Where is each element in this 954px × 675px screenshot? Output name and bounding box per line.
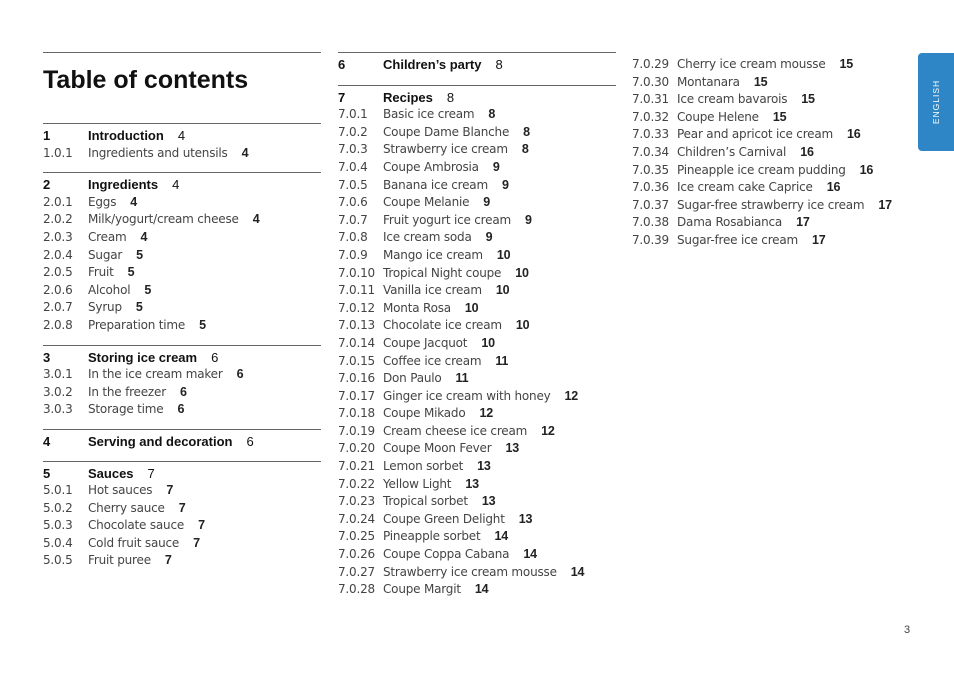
toc-entry[interactable]: [338, 282, 616, 300]
section-title: Serving and decoration: [88, 433, 233, 449]
entry-number: 2.0.5: [43, 265, 73, 280]
entry-label: Strawberry ice cream: [383, 142, 508, 157]
toc-section: [43, 345, 321, 419]
section-title: Introduction: [88, 128, 164, 143]
page-ref: 5: [144, 282, 152, 297]
entry-label: Eggs: [88, 194, 117, 209]
entry-number: 7.0.38: [632, 215, 669, 230]
toc-entry[interactable]: [632, 56, 902, 74]
entry-number: 7.0.26: [338, 547, 375, 562]
entry-number: 7.0.21: [338, 459, 375, 474]
page-ref: 8: [488, 107, 496, 122]
page-ref: 7: [164, 553, 172, 568]
toc-entry[interactable]: [632, 91, 902, 109]
entry-label: Coupe Jacquot: [383, 335, 468, 350]
section-number: 7: [338, 89, 346, 105]
toc-entry[interactable]: [338, 141, 616, 159]
toc-entry[interactable]: [338, 528, 616, 546]
section-heading[interactable]: [43, 433, 321, 451]
page-ref: 6: [236, 367, 244, 382]
toc-entry[interactable]: [338, 423, 616, 441]
page-ref: 10: [496, 247, 511, 262]
entry-number: 7.0.32: [632, 109, 669, 124]
toc-entry[interactable]: [338, 440, 616, 458]
page-ref: 13: [465, 476, 479, 491]
toc-entry[interactable]: [338, 405, 616, 423]
entry-label: Ingredients and utensils: [88, 145, 228, 160]
toc-section: [338, 85, 616, 599]
toc-entry[interactable]: [43, 247, 321, 265]
page-ref: 7: [193, 535, 200, 550]
toc-entry[interactable]: [632, 197, 902, 215]
toc-entry[interactable]: [43, 401, 321, 419]
toc-column-2: [338, 52, 616, 599]
page-ref: 5: [199, 317, 206, 332]
entry-number: 7.0.22: [338, 476, 375, 491]
page-ref: 15: [753, 74, 768, 89]
toc-entry[interactable]: [43, 317, 321, 335]
language-tab-label: ENGLISH: [931, 79, 941, 125]
entry-label: Cream: [88, 229, 127, 244]
entry-number: 2.0.2: [43, 212, 73, 227]
toc-entry[interactable]: [43, 384, 321, 402]
page-ref: 15: [772, 109, 787, 124]
entry-number: 2.0.1: [43, 194, 73, 209]
entry-number: 7.0.17: [338, 388, 375, 403]
entry-number: 7.0.29: [632, 57, 669, 71]
entry-label: Basic ice cream: [383, 107, 475, 122]
entry-label: In the freezer: [88, 384, 166, 399]
section-number: 1: [43, 128, 51, 143]
page-ref: 4: [130, 194, 138, 209]
entry-number: 3.0.2: [43, 384, 73, 399]
page-ref: 7: [147, 465, 155, 481]
page-ref: 7: [166, 483, 174, 498]
page-number: 3: [904, 624, 911, 636]
toc-section: [43, 123, 321, 162]
entry-label: In the ice cream maker: [88, 367, 223, 382]
toc-entry[interactable]: [43, 145, 321, 163]
toc-entry[interactable]: [43, 366, 321, 384]
entry-label: Coupe Ambrosia: [383, 159, 479, 174]
section-title: Ingredients: [88, 177, 159, 193]
toc-entry[interactable]: [632, 162, 902, 180]
toc-entry[interactable]: [632, 109, 902, 127]
toc-entry[interactable]: [632, 126, 902, 144]
page-ref: 13: [518, 511, 533, 526]
entry-number: 7.0.10: [338, 265, 375, 280]
entry-label: Alcohol: [88, 282, 131, 297]
entry-number: 2.0.4: [43, 247, 73, 262]
toc-entry[interactable]: [43, 229, 321, 247]
page-ref: 9: [492, 159, 500, 174]
page-ref: 13: [505, 441, 519, 456]
entry-label: Sugar-free strawberry ice cream: [677, 197, 865, 212]
entry-label: Coupe Helene: [677, 109, 759, 124]
entry-number: 2.0.7: [43, 300, 73, 315]
entry-number: 7.0.15: [338, 353, 375, 368]
entry-label: Sugar: [88, 247, 123, 262]
entry-label: Coffee ice cream: [383, 353, 482, 368]
entry-label: Banana ice cream: [383, 177, 488, 192]
entry-label: Cherry ice cream mousse: [677, 57, 826, 71]
entry-number: 7.0.37: [632, 197, 669, 212]
entry-label: Coupe Dame Blanche: [383, 124, 510, 139]
entry-number: 7.0.4: [338, 159, 368, 174]
entry-number: 7.0.30: [632, 74, 669, 89]
toc-entry[interactable]: [338, 229, 616, 247]
entry-number: 7.0.6: [338, 195, 368, 210]
page-ref: 10: [481, 335, 495, 350]
toc-entry[interactable]: [43, 299, 321, 317]
page-ref: 7: [178, 500, 186, 515]
entry-number: 7.0.5: [338, 177, 368, 192]
page-ref: 10: [515, 318, 530, 333]
toc-entry[interactable]: [338, 177, 616, 195]
page-ref: 7: [198, 518, 205, 533]
entry-number: 7.0.18: [338, 406, 375, 421]
entry-number: 2.0.3: [43, 229, 73, 244]
section-number: 2: [43, 177, 51, 193]
toc-entry[interactable]: [338, 124, 616, 142]
entry-number: 7.0.31: [632, 92, 669, 107]
entry-label: Coupe Mikado: [383, 406, 466, 421]
page-ref: 6: [177, 402, 185, 417]
entry-label: Don Paulo: [383, 371, 442, 386]
entry-label: Storage time: [88, 402, 164, 417]
section-heading[interactable]: [43, 127, 321, 145]
section-title: Recipes: [383, 89, 433, 105]
toc-entry[interactable]: [338, 511, 616, 529]
entry-number: 7.0.11: [338, 283, 375, 298]
entry-number: 7.0.24: [338, 511, 375, 526]
entry-label: Monta Rosa: [383, 300, 451, 315]
page-ref: 16: [826, 180, 841, 195]
toc-entry[interactable]: [338, 476, 616, 494]
entry-label: Hot sauces: [88, 483, 153, 498]
entry-number: 7.0.9: [338, 247, 368, 262]
section-number: 3: [43, 349, 51, 365]
toc-entry[interactable]: [338, 370, 616, 388]
toc-column-1: [43, 52, 321, 570]
page-ref: 8: [495, 57, 503, 72]
entry-label: Tropical Night coupe: [383, 265, 502, 280]
page-ref: 4: [252, 212, 260, 227]
toc-entry[interactable]: [338, 335, 616, 353]
entry-label: Ice cream soda: [383, 230, 472, 245]
entry-label: Pineapple ice cream pudding: [677, 162, 846, 177]
page-ref: 12: [541, 423, 555, 438]
toc-entry[interactable]: [43, 194, 321, 212]
entry-number: 7.0.7: [338, 212, 368, 227]
section-title: Sauces: [88, 465, 134, 481]
page-ref: 9: [485, 230, 493, 245]
entry-number: 1.0.1: [43, 145, 73, 160]
entry-label: Lemon sorbet: [383, 459, 464, 474]
toc-entry[interactable]: [632, 232, 902, 250]
toc-entry[interactable]: [338, 353, 616, 371]
section-number: 4: [43, 433, 51, 449]
page-ref: 5: [127, 265, 135, 280]
entry-number: 7.0.25: [338, 529, 375, 544]
page-ref: 4: [172, 177, 180, 193]
page-ref: 11: [455, 371, 469, 386]
page-ref: 15: [839, 57, 854, 71]
entry-label: Pear and apricot ice cream: [677, 127, 834, 142]
entry-number: 7.0.27: [338, 564, 375, 579]
entry-number: 5.0.4: [43, 535, 73, 550]
entry-label: Ice cream bavarois: [677, 92, 788, 107]
page-ref: 6: [179, 384, 187, 399]
entry-number: 2.0.8: [43, 317, 73, 332]
entry-number: 5.0.3: [43, 518, 73, 533]
entry-number: 2.0.6: [43, 282, 73, 297]
page-ref: 16: [847, 127, 861, 142]
toc-entry[interactable]: [632, 144, 902, 162]
page-ref: 9: [501, 177, 509, 192]
page-ref: 4: [140, 229, 148, 244]
page-ref: 14: [570, 564, 585, 579]
toc-entry[interactable]: [338, 194, 616, 212]
page-ref: 6: [246, 433, 254, 449]
entry-number: 5.0.2: [43, 500, 73, 515]
entry-label: Yellow Light: [383, 476, 452, 491]
entry-number: 7.0.2: [338, 124, 368, 139]
toc-entry[interactable]: [632, 74, 902, 92]
toc-entry[interactable]: [338, 106, 616, 124]
toc-section: [43, 429, 321, 451]
toc-entry[interactable]: [43, 500, 321, 518]
entry-number: 7.0.36: [632, 180, 669, 195]
page-ref: 8: [521, 142, 529, 157]
page-ref: 12: [479, 406, 493, 421]
entry-label: Vanilla ice cream: [383, 283, 482, 298]
page-ref: 14: [494, 529, 508, 544]
toc-entry[interactable]: [338, 493, 616, 511]
entry-number: 7.0.23: [338, 494, 375, 509]
page-ref: 5: [135, 300, 143, 315]
entry-number: 7.0.16: [338, 371, 375, 386]
entry-number: 7.0.13: [338, 318, 375, 333]
entry-number: 7.0.14: [338, 335, 375, 350]
section-title: Storing ice cream: [88, 349, 198, 365]
entry-label: Cream cheese ice cream: [383, 423, 528, 438]
section-number: 5: [43, 465, 51, 481]
entry-label: Children’s Carnival: [677, 144, 787, 159]
toc-entry[interactable]: [43, 517, 321, 535]
page-ref: 17: [796, 215, 810, 230]
entry-number: 7.0.1: [338, 107, 368, 122]
toc-entry[interactable]: [43, 264, 321, 282]
toc-entry[interactable]: [338, 300, 616, 318]
toc-section: [43, 461, 321, 571]
page-ref: 16: [800, 144, 814, 159]
entry-number: 7.0.12: [338, 300, 375, 315]
toc-entry[interactable]: [338, 546, 616, 564]
toc-section: [338, 52, 616, 74]
language-tab[interactable]: [918, 53, 954, 151]
page-ref: 9: [524, 212, 532, 227]
toc-entry[interactable]: [632, 179, 902, 197]
page-ref: 17: [812, 232, 826, 247]
entry-label: Milk/yogurt/cream cheese: [88, 212, 239, 227]
toc-entry[interactable]: [338, 159, 616, 177]
entry-number: 7.0.35: [632, 162, 669, 177]
entry-number: 7.0.33: [632, 127, 669, 142]
section-number: 6: [338, 57, 346, 72]
page-ref: 9: [483, 195, 491, 210]
section-heading[interactable]: [338, 89, 616, 107]
page-ref: 5: [136, 247, 143, 262]
section-heading[interactable]: [338, 56, 616, 74]
toc-entry[interactable]: [338, 581, 616, 599]
entry-label: Fruit: [88, 265, 114, 280]
entry-number: 3.0.3: [43, 402, 73, 417]
entry-label: Cherry sauce: [88, 500, 165, 515]
page-ref: 8: [446, 89, 455, 105]
entry-number: 3.0.1: [43, 367, 73, 382]
page-ref: 14: [474, 582, 489, 597]
page-ref: 12: [564, 388, 579, 403]
entry-label: Tropical sorbet: [383, 494, 468, 509]
page-ref: 10: [495, 283, 510, 298]
entry-label: Coupe Margit: [383, 582, 461, 597]
toc-entry[interactable]: [338, 317, 616, 335]
entry-number: 7.0.19: [338, 423, 375, 438]
entry-number: 7.0.39: [632, 232, 669, 247]
entry-label: Chocolate ice cream: [383, 318, 502, 333]
toc-entry[interactable]: [338, 458, 616, 476]
page-ref: 10: [515, 265, 529, 280]
entry-label: Montanara: [677, 74, 740, 89]
page-ref: 16: [859, 162, 874, 177]
page-ref: 13: [477, 459, 491, 474]
entry-label: Ice cream cake Caprice: [677, 180, 813, 195]
entry-number: 7.0.8: [338, 230, 368, 245]
entry-label: Cold fruit sauce: [88, 535, 180, 550]
entry-number: 7.0.20: [338, 441, 375, 456]
toc-entry[interactable]: [338, 247, 616, 265]
entry-label: Coupe Green Delight: [383, 511, 505, 526]
page-title: Table of contents: [43, 52, 321, 123]
entry-label: Preparation time: [88, 317, 186, 332]
entry-label: Fruit yogurt ice cream: [383, 212, 511, 227]
entry-number: 7.0.28: [338, 582, 375, 597]
page-ref: 11: [495, 353, 509, 368]
page-ref: 13: [481, 494, 496, 509]
entry-label: Mango ice cream: [383, 247, 483, 262]
entry-label: Sugar-free ice cream: [677, 232, 798, 247]
entry-label: Strawberry ice cream mousse: [383, 564, 557, 579]
entry-label: Coupe Coppa Cabana: [383, 547, 510, 562]
toc-entry[interactable]: [338, 388, 616, 406]
entry-label: Ginger ice cream with honey: [383, 388, 551, 403]
toc-entry[interactable]: [338, 265, 616, 283]
entry-number: 5.0.5: [43, 553, 73, 568]
entry-number: 7.0.34: [632, 144, 669, 159]
entry-label: Coupe Moon Fever: [383, 441, 492, 456]
page-ref: 10: [464, 300, 479, 315]
toc-entry[interactable]: [338, 212, 616, 230]
toc-entry[interactable]: [43, 482, 321, 500]
entry-number: 7.0.3: [338, 142, 368, 157]
toc-entry[interactable]: [632, 214, 902, 232]
toc-entry[interactable]: [338, 564, 616, 582]
entry-label: Chocolate sauce: [88, 518, 185, 533]
entry-label: Coupe Melanie: [383, 195, 470, 210]
toc-entry[interactable]: [43, 552, 321, 570]
entry-number: 5.0.1: [43, 483, 73, 498]
entry-label: Syrup: [88, 300, 122, 315]
entry-label: Fruit puree: [88, 553, 151, 568]
page-ref: 6: [211, 349, 219, 365]
section-heading[interactable]: [43, 349, 321, 367]
entry-label: Dama Rosabianca: [677, 215, 783, 230]
toc-column-3: [632, 56, 902, 250]
section-heading[interactable]: [43, 465, 321, 483]
section-title: Children’s party: [383, 57, 482, 72]
page-ref: 8: [523, 124, 530, 139]
page-ref: 17: [878, 197, 892, 212]
page-ref: 4: [177, 128, 186, 143]
entry-label: Pineapple sorbet: [383, 529, 481, 544]
toc-section: [43, 172, 321, 334]
toc-entry[interactable]: [43, 282, 321, 300]
page-ref: 14: [523, 547, 537, 562]
page-ref: 4: [241, 145, 249, 160]
section-heading[interactable]: [43, 176, 321, 194]
toc-entry[interactable]: [43, 211, 321, 229]
page-ref: 15: [801, 92, 815, 107]
toc-entry[interactable]: [43, 535, 321, 553]
